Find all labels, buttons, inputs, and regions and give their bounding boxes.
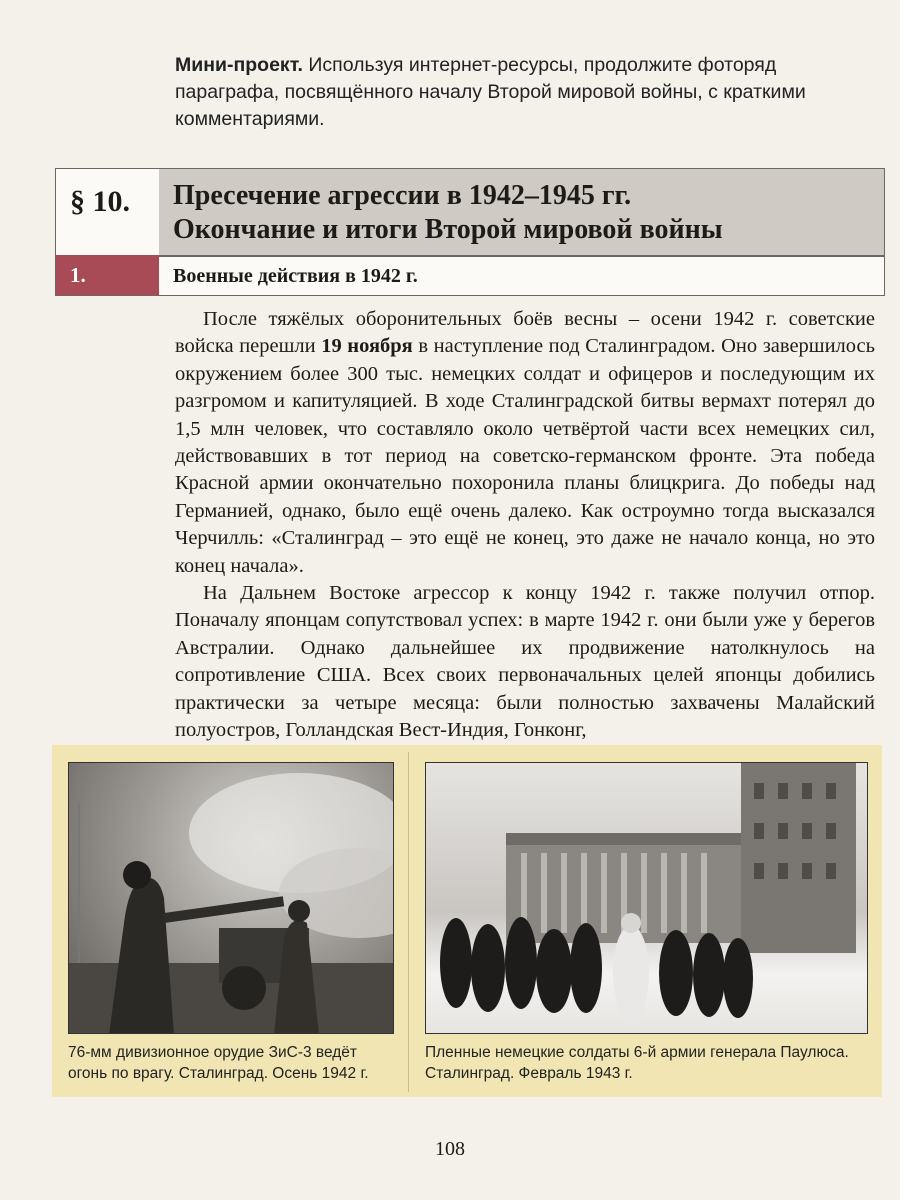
mini-project-task — [175, 52, 875, 133]
page-number: 108 — [435, 1138, 465, 1160]
chapter-header — [55, 168, 885, 296]
p1-date-bold: 19 ноября — [321, 335, 413, 358]
photo-prisoners-stalingrad — [425, 762, 868, 1034]
caption-right: Пленные немецкие солдаты 6-й армии генерала Паулюса. Сталинград. Февраль 1943 г. — [425, 1044, 849, 1082]
mini-project-text: Используя интернет-ресурсы, продолжите фоторяд параграфа, посвящённого началу Второй мировой войны, с краткими комментариями. — [175, 54, 806, 130]
mini-project-label: Мини-проект. — [175, 54, 303, 76]
paragraph-1 — [175, 306, 875, 580]
chapter-number: § 10. — [70, 185, 130, 218]
p1-after: в наступление под Сталинградом. Оно завершилось окружением более 300 тыс. немецких солдат и офицеров и последующим их разгромом и капитуляцией. В ходе Сталинградской битвы вермахт потерял до 1,5 млн человек, что составляло около четвёртой части всех немецких сил, действовавших в тот период на советско-германском фронте. Эта победа Красной армии окончательно похоронила планы блицкрига. До победы над Германией, однако, было ещё очень далеко. Как остроумно тогда высказался Черчилль: «Сталинград – это ещё не конец, это даже не начало конца, но это конец начала». — [175, 335, 875, 577]
section-title: Военные действия в 1942 г. — [173, 265, 418, 287]
photo-artillery-gun — [68, 762, 394, 1034]
chapter-title-line-2: Окончание и итоги Второй мировой войны — [173, 214, 723, 245]
section-number: 1. — [70, 263, 86, 287]
body-text — [175, 306, 875, 745]
chapter-title-line-1: Пресечение агрессии в 1942–1945 гг. — [173, 180, 632, 211]
caption-left: 76-мм дивизионное орудие ЗиС-3 ведёт огонь по врагу. Сталинград. Осень 1942 г. — [68, 1044, 369, 1082]
chapter-title — [173, 179, 873, 247]
paragraph-2: На Дальнем Востоке агрессор к концу 1942 г. также получил отпор. Поначалу японцам сопутствовал успех: в марте 1942 г. они были уже у берегов Австралии. Однако дальнейшее их продвижение натолкнулось на сопротивление США. Всех своих первоначальных целей японцы добились практически за четыре месяца: были полностью захвачены Малайский полуостров, Голландская Вест-Индия, Гонконг, — [175, 582, 875, 742]
photo-separator — [408, 752, 409, 1092]
header-divider — [56, 255, 884, 257]
p1-before: После тяжёлых оборонительных боёв весны – осени 1942 г. советские войска перешли — [175, 308, 875, 358]
